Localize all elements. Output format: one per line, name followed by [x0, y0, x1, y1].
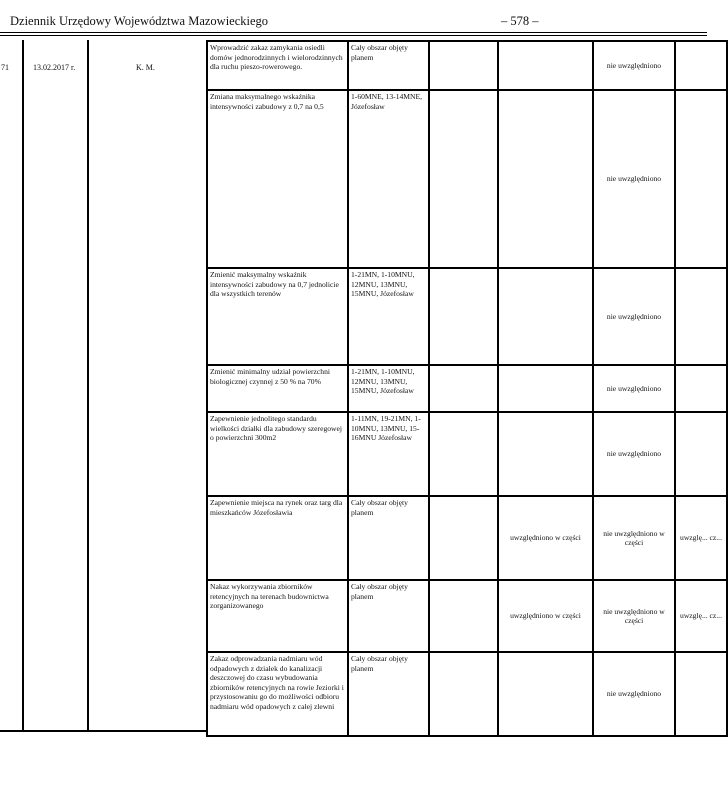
- journal-title: Dziennik Urzędowy Województwa Mazowieckiego: [10, 14, 269, 28]
- cell-area: Cały obszar objęty planem: [348, 652, 429, 736]
- cell-postulate: Nakaz wykorzywania zbiorników retencyjnych na terenach budownictwa zorganizowanego: [207, 580, 348, 652]
- cell-area: Cały obszar objęty planem: [348, 496, 429, 580]
- header-rule-double: [0, 35, 707, 36]
- cell-col3: [429, 365, 498, 412]
- cell-col6: [675, 268, 727, 365]
- cell-postulate: Zakaz odprowadzania nadmiaru wód odpadowych z działek do kanalizacji deszczowej do czasu wybudowania zbiorników retencyjnych na rowie Jeziorki i przystosowaniu go do możliwości odbioru nadmiaru wód opadowych z całej zlewni: [207, 652, 348, 736]
- cell-postulate: Zapewnienie miejsca na rynek oraz targ dla mieszkańców Józefosławia: [207, 496, 348, 580]
- cell-col3: [429, 580, 498, 652]
- cell-col3: [429, 268, 498, 365]
- cell-postulate: Zapewnienie jednolitego standardu wielkości działki dla zabudowy szeregowej o powierzchni 300m2: [207, 412, 348, 496]
- cell-col4: uwzględniono w części: [498, 580, 593, 652]
- header-rule: [0, 32, 707, 33]
- cell-col3: [429, 496, 498, 580]
- column-divider: [22, 40, 24, 732]
- cell-col4: [498, 412, 593, 496]
- cell-area: 1-60MNE, 13-14MNE, Józefosław: [348, 90, 429, 268]
- cell-col5: nie uwzględniono: [593, 365, 675, 412]
- cell-col6: [675, 41, 727, 90]
- page-header: [0, 10, 707, 34]
- cell-col5: nie uwzględniono: [593, 652, 675, 736]
- postulates-table: [206, 40, 728, 737]
- cell-col6: uwzglę... cz...: [675, 580, 727, 652]
- cell-area: 1-11MN, 19-21MN, 1-10MNU, 13MNU, 15-16MNU Józefosław: [348, 412, 429, 496]
- cell-col6: [675, 365, 727, 412]
- cell-postulate: Zmiana maksymalnego wskaźnika intensywności zabudowy z 0,7 na 0,5: [207, 90, 348, 268]
- page-number: – 578 –: [501, 14, 539, 28]
- table-row: [207, 412, 727, 496]
- cell-col4: [498, 90, 593, 268]
- cell-col4: [498, 41, 593, 90]
- cell-col3: [429, 652, 498, 736]
- table-row: [207, 268, 727, 365]
- cell-postulate: Zmienić maksymalny wskaźnik intensywności zabudowy na 0,7 jednolicie dla wszystkich terenów: [207, 268, 348, 365]
- table-bottom-rule: [0, 730, 206, 732]
- cell-postulate: Wprowadzić zakaz zamykania osiedli domów jednorodzinnych i wielorodzinnych dla ruchu pieszo-rowerowego.: [207, 41, 348, 90]
- cell-col6: uwzglę... cz...: [675, 496, 727, 580]
- cell-postulate: Zmienić minimalny udział powierzchni biologicznej czynnej z 50 % na 70%: [207, 365, 348, 412]
- cell-col6: [675, 90, 727, 268]
- cell-area: 1-21MN, 1-10MNU, 12MNU, 13MNU, 15MNU, Józefosław: [348, 268, 429, 365]
- table-row: [207, 365, 727, 412]
- cell-col3: [429, 90, 498, 268]
- cell-col6: [675, 412, 727, 496]
- cell-col5: nie uwzględniono: [593, 268, 675, 365]
- cell-col4: [498, 268, 593, 365]
- table-row: [207, 652, 727, 736]
- cell-col5: nie uwzględniono w części: [593, 496, 675, 580]
- entry-person: K. M.: [136, 63, 155, 72]
- cell-area: Cały obszar objęty planem: [348, 41, 429, 90]
- cell-col4: uwzględniono w części: [498, 496, 593, 580]
- cell-col6: [675, 652, 727, 736]
- table-row: [207, 580, 727, 652]
- cell-area: 1-21MN, 1-10MNU, 12MNU, 13MNU, 15MNU, Józefosław: [348, 365, 429, 412]
- entry-number: 71: [1, 63, 9, 72]
- table-row: [207, 90, 727, 268]
- cell-col5: nie uwzględniono: [593, 412, 675, 496]
- cell-col3: [429, 41, 498, 90]
- cell-area: Cały obszar objęty planem: [348, 580, 429, 652]
- cell-col4: [498, 365, 593, 412]
- cell-col5: nie uwzględniono w części: [593, 580, 675, 652]
- cell-col4: [498, 652, 593, 736]
- entry-columns: [0, 40, 206, 732]
- table-row: [207, 496, 727, 580]
- cell-col3: [429, 412, 498, 496]
- entry-date: 13.02.2017 r.: [33, 63, 76, 72]
- column-divider: [87, 40, 89, 732]
- table-row: [207, 41, 727, 90]
- cell-col5: nie uwzględniono: [593, 41, 675, 90]
- cell-col5: nie uwzględniono: [593, 90, 675, 268]
